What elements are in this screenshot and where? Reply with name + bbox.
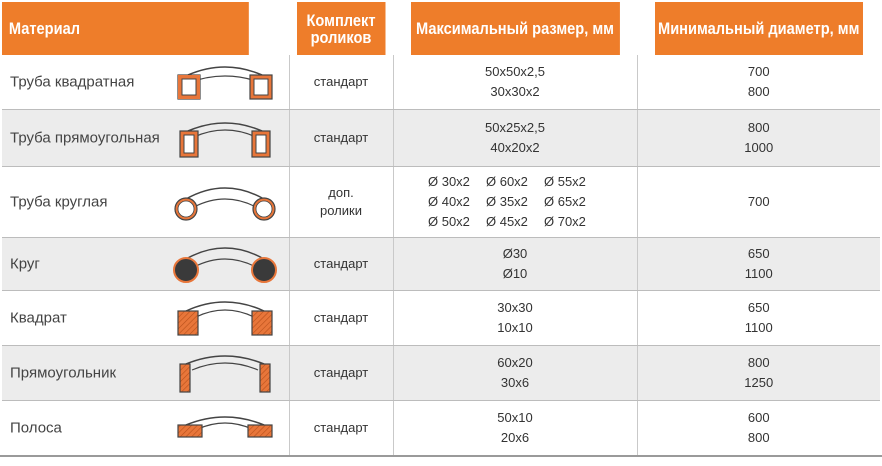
rollers-value: стандарт <box>313 420 369 435</box>
max-size-value: Ø 65x2 <box>544 194 586 209</box>
material-name: Полоса <box>10 419 62 437</box>
table-row <box>2 110 880 167</box>
max-size-value: Ø30 <box>502 246 528 261</box>
material-name: Труба квадратная <box>10 73 135 91</box>
min-diameter-value: 1100 <box>744 266 773 281</box>
max-size-value: Ø10 <box>502 266 528 281</box>
rectangular-tube-bend-icon <box>170 117 280 159</box>
rollers-value: стандарт <box>313 256 369 271</box>
min-diameter-value: 700 <box>747 194 770 209</box>
max-size-value: 10x10 <box>497 320 533 335</box>
table-row <box>2 55 880 110</box>
min-diameter-value: 700 <box>747 64 770 79</box>
max-size-value: 60x20 <box>497 355 533 370</box>
round-tube-size-grid <box>394 173 637 231</box>
header-row <box>2 2 880 55</box>
header-rollers: Комплект роликов <box>296 2 385 55</box>
min-diameter-value: 650 <box>747 300 770 315</box>
min-diameter-value: 1100 <box>744 320 773 335</box>
flat-strip-bend-icon <box>170 407 280 449</box>
min-diameter-value: 1250 <box>744 375 774 390</box>
round-bar-bend-icon <box>170 243 280 285</box>
rectangle-bar-bend-icon <box>170 352 280 394</box>
max-size-value: 30x30 <box>497 300 533 315</box>
min-diameter-value: 600 <box>747 410 770 425</box>
rollers-value: стандарт <box>313 74 369 89</box>
bottom-divider <box>0 455 882 457</box>
max-size-value: Ø 70x2 <box>544 214 586 229</box>
min-diameter-value: 800 <box>747 355 770 370</box>
square-bar-bend-icon <box>170 297 280 339</box>
table-row <box>2 167 880 238</box>
material-name: Труба круглая <box>10 193 108 211</box>
min-diameter-value: 800 <box>747 120 770 135</box>
max-size-value: 20x6 <box>500 430 530 445</box>
round-tube-bend-icon <box>170 181 280 223</box>
min-diameter-value: 800 <box>747 84 770 99</box>
max-size-value: Ø 40x2 <box>428 194 470 209</box>
min-diameter-value: 650 <box>747 246 770 261</box>
header-max-size: Максимальный размер, мм <box>410 2 620 55</box>
square-tube-bend-icon <box>170 61 280 103</box>
max-size-value: Ø 55x2 <box>544 174 586 189</box>
max-size-value: Ø 60x2 <box>486 174 528 189</box>
max-size-value: Ø 45x2 <box>486 214 528 229</box>
max-size-value: 40x20x2 <box>490 140 540 155</box>
max-size-value: 30x30x2 <box>490 84 540 99</box>
header-min-diameter: Минимальный диаметр, мм <box>654 2 863 55</box>
rollers-value: стандарт <box>313 130 369 145</box>
min-diameter-value: 1000 <box>744 140 774 155</box>
rollers-value: стандарт <box>313 365 369 380</box>
table-row <box>2 401 880 456</box>
table-row <box>2 346 880 401</box>
max-size-value: 50x50x2,5 <box>485 64 545 79</box>
material-spec-table <box>2 2 880 455</box>
material-name: Труба прямоугольная <box>10 129 160 147</box>
max-size-value: Ø 35x2 <box>486 194 528 209</box>
max-size-value: 30x6 <box>500 375 530 390</box>
material-name: Прямоугольник <box>10 364 117 382</box>
material-name: Квадрат <box>10 309 67 327</box>
rollers-value: стандарт <box>313 310 369 325</box>
max-size-value: 50x10 <box>497 410 533 425</box>
header-material: Материал <box>2 2 249 55</box>
table-row <box>2 238 880 291</box>
table-row <box>2 291 880 346</box>
max-size-value: Ø 30x2 <box>428 174 470 189</box>
rollers-value: доп. ролики <box>320 185 362 218</box>
max-size-value: 50x25x2,5 <box>485 120 545 135</box>
material-name: Круг <box>10 255 40 273</box>
min-diameter-value: 800 <box>747 430 770 445</box>
max-size-value: Ø 50x2 <box>428 214 470 229</box>
